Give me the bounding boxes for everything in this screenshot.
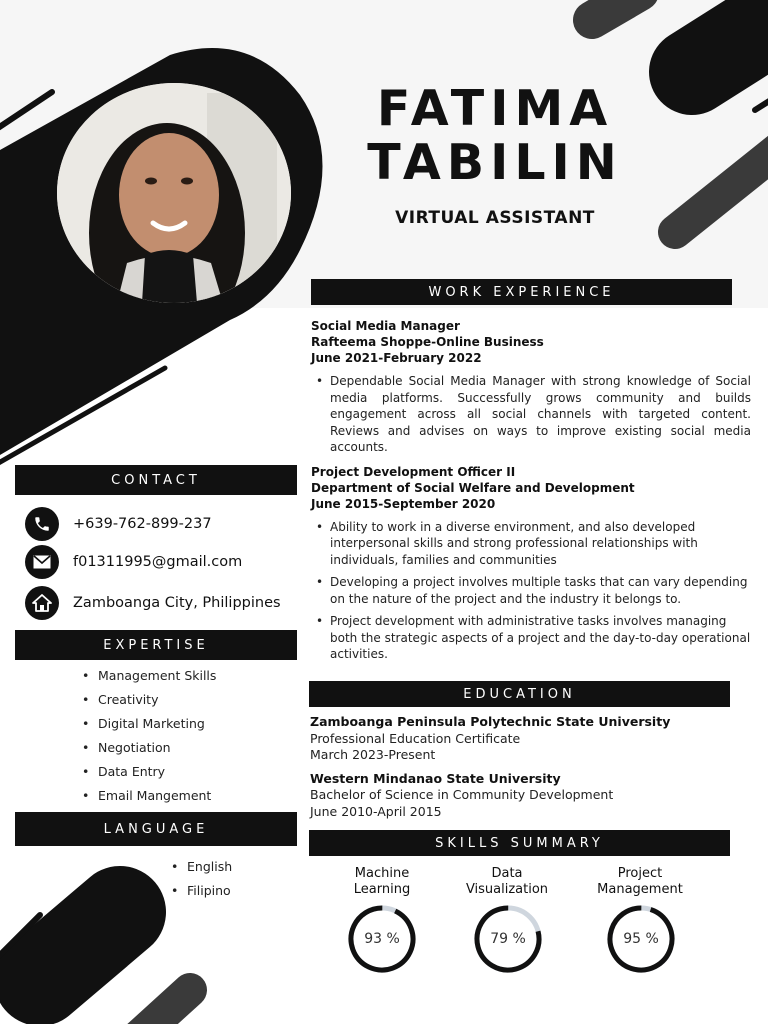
first-name: FATIMA [376,80,614,137]
skills-summary-header: SKILLS SUMMARY [309,830,730,856]
profile-photo [57,83,291,303]
job-dates: June 2015-September 2020 [311,496,496,511]
skill-label-line: Learning [353,882,411,897]
envelope-icon [25,545,59,579]
skill-label-line: Project [617,866,663,881]
work-experience-section [311,318,751,663]
language-item: • English [171,855,232,879]
education-entry [310,714,750,764]
expertise-item: • Email Mangement [82,784,216,808]
skill-label [585,866,695,898]
job-bullets [311,519,751,663]
skill-gauge [473,904,543,974]
skill-label-line: Machine [354,866,410,881]
expertise-item: • Management Skills [82,664,216,688]
expertise-header: EXPERTISE [15,630,297,660]
expertise-list [82,664,216,808]
language-header: LANGUAGE [15,812,297,846]
contact-header: CONTACT [15,465,297,495]
degree-name: Bachelor of Science in Community Development [310,787,614,802]
skill-percent: 79 % [490,931,526,947]
home-icon [25,586,59,620]
job-entry [311,464,751,663]
person-name [320,82,670,190]
skill-percent: 93 % [364,931,400,947]
skill-label-line: Management [597,882,683,897]
address-text: Zamboanga City, Philippines [73,595,281,611]
education-entry [310,771,750,821]
job-bullets [311,373,751,456]
work-experience-header: WORK EXPERIENCE [311,279,732,305]
job-bullet: • Project development with administrative tasks involves managing both the strategic aspects of a project and the day-to-day operational activities. [311,613,751,663]
contact-address [25,586,281,620]
skill-gauge [347,904,417,974]
language-item: • Filipino [171,879,232,903]
job-bullet: • Ability to work in a diverse environment, and also developed interpersonal skills and strong professional relationships with individuals, families and communities [311,519,751,569]
skill-label [327,866,437,898]
contact-phone [25,507,212,541]
job-dates: June 2021-February 2022 [311,351,482,365]
email-address[interactable]: f01311995@gmail.com [73,554,243,570]
job-bullet: • Dependable Social Media Manager with strong knowledge of Social media platforms. Successfully grows community and builds engagement across all social channels with targeted content. Reviews and advises on ways to improve existing social media accounts. [311,373,751,456]
education-section [310,714,750,820]
phone-number[interactable]: +639-762-899-237 [73,516,212,532]
job-company: Rafteema Shoppe-Online Business [311,335,544,349]
expertise-item: • Data Entry [82,760,216,784]
phone-icon [25,507,59,541]
skill-percent: 95 % [623,931,659,947]
job-role: VIRTUAL ASSISTANT [395,208,595,228]
job-title: Project Development Officer II [311,464,516,479]
skill-label [452,866,562,898]
job-bullet: • Developing a project involves multiple tasks that can vary depending on the nature of the project and the industry it belongs to. [311,574,751,607]
school-name: Western Mindanao State University [310,770,561,786]
degree-name: Professional Education Certificate [310,730,521,746]
education-header: EDUCATION [309,681,730,707]
contact-email [25,545,242,579]
expertise-item: • Negotiation [82,736,216,760]
language-list [171,855,232,903]
skill-gauge [606,904,676,974]
expertise-item: • Creativity [82,688,216,712]
skill-label-line: Data [491,866,523,881]
job-entry [311,318,751,456]
skill-label-line: Visualization [465,882,549,897]
school-name: Zamboanga Peninsula Polytechnic State University [310,714,671,729]
expertise-item: • Digital Marketing [82,712,216,736]
job-company: Department of Social Welfare and Development [311,480,635,495]
job-title: Social Media Manager [311,319,460,333]
education-dates: June 2010-April 2015 [310,803,442,819]
education-dates: March 2023-Present [310,747,436,762]
last-name: TABILIN [367,134,623,191]
